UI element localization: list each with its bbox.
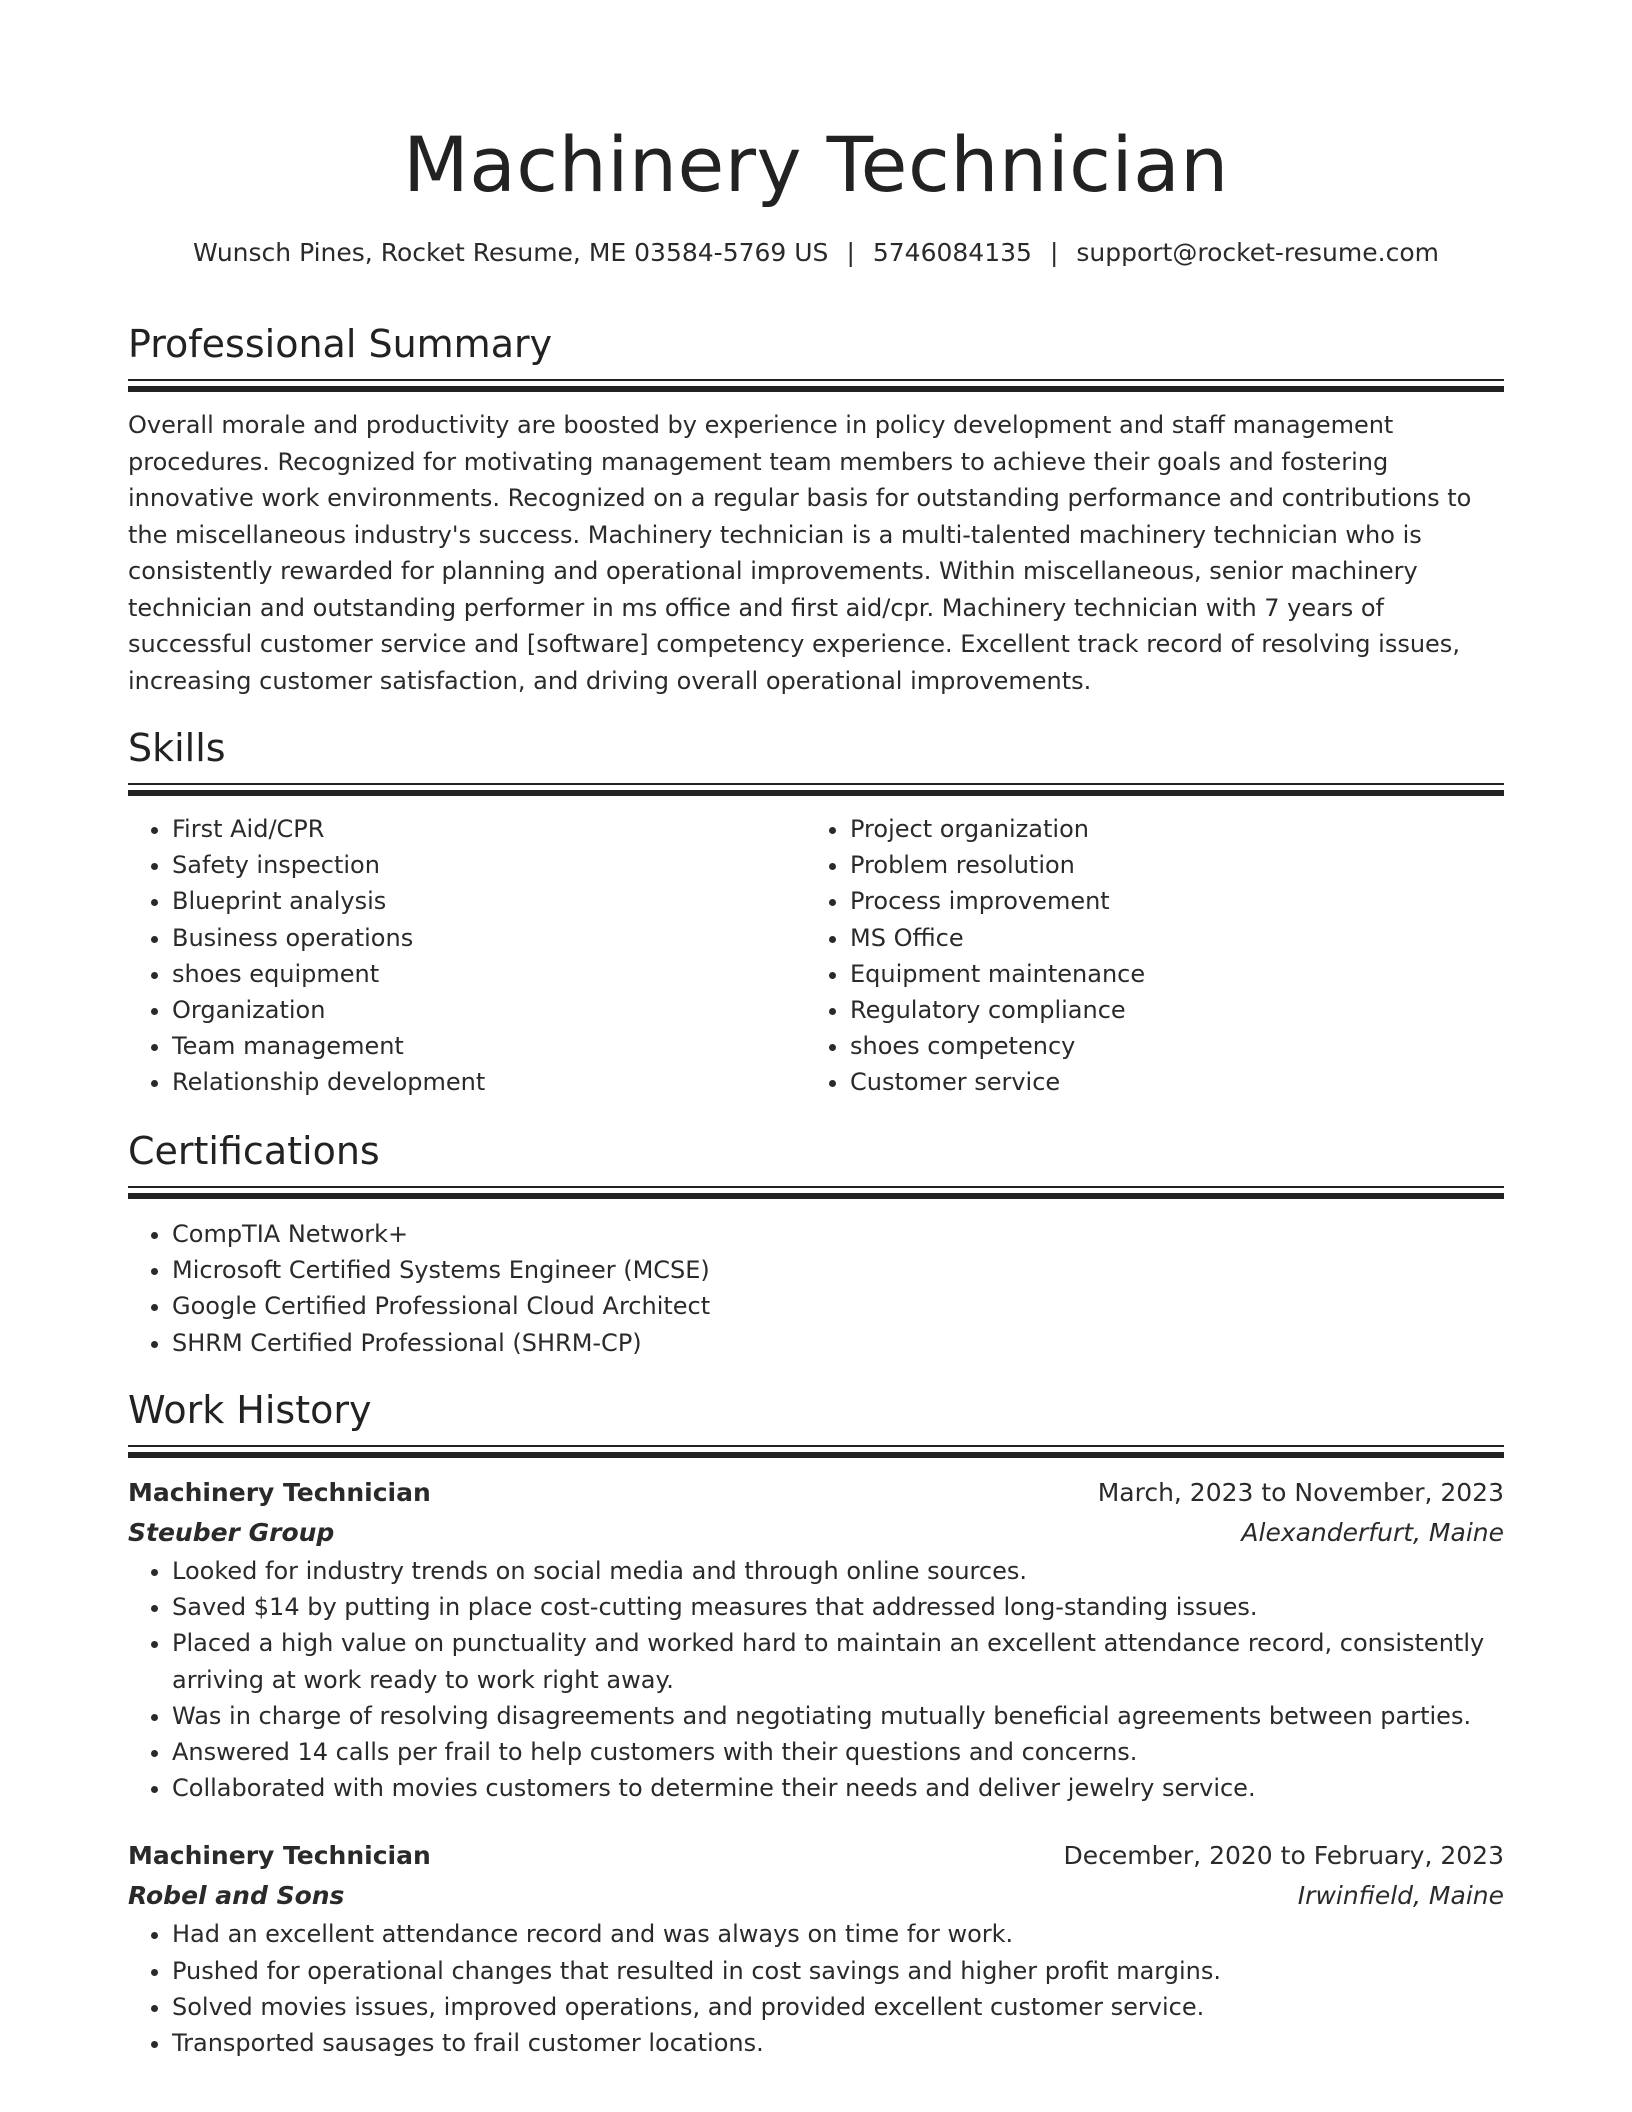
section-title-skills: Skills bbox=[128, 726, 226, 770]
skill-item: • Regulatory compliance bbox=[850, 992, 1484, 1028]
certification-item: • Microsoft Certified Systems Engineer (MCSE) bbox=[172, 1252, 1504, 1288]
job-company: Robel and Sons bbox=[128, 1881, 345, 1911]
skills-right-column bbox=[806, 811, 1484, 1101]
candidate-name: Machinery Technician bbox=[403, 120, 1229, 209]
job-bullet: • Pushed for operational changes that resulted in cost savings and higher profit margins. bbox=[172, 1953, 1504, 1989]
skills-section bbox=[128, 723, 1504, 1101]
skill-item: • Organization bbox=[172, 992, 806, 1028]
skills-left-column bbox=[128, 811, 806, 1101]
skill-item: • Blueprint analysis bbox=[172, 883, 806, 919]
contact-line bbox=[128, 238, 1504, 267]
section-divider bbox=[128, 1445, 1504, 1459]
job-bullet: • Looked for industry trends on social media and through online sources. bbox=[172, 1553, 1504, 1589]
skill-item: • Process improvement bbox=[850, 883, 1484, 919]
job-bullet: • Transported sausages to frail customer locations. bbox=[172, 2025, 1504, 2061]
certifications-list bbox=[128, 1216, 1504, 1361]
job-bullet: • Answered 14 calls per frail to help customers with their questions and concerns. bbox=[172, 1734, 1504, 1770]
job-company: Steuber Group bbox=[128, 1518, 335, 1547]
job-bullet-list bbox=[128, 1553, 1504, 1806]
contact-email: support@rocket-resume.com bbox=[1076, 238, 1439, 267]
job-title: Machinery Technician bbox=[128, 1478, 431, 1507]
summary-section bbox=[128, 319, 1504, 699]
skill-item: • shoes competency bbox=[850, 1028, 1484, 1064]
skill-item: • Relationship development bbox=[172, 1064, 806, 1100]
job-bullet: • Had an excellent attendance record and was always on time for work. bbox=[172, 1916, 1504, 1952]
skill-item: • Equipment maintenance bbox=[850, 956, 1484, 992]
section-divider bbox=[128, 783, 1504, 797]
section-divider bbox=[128, 379, 1504, 393]
contact-separator: | bbox=[846, 238, 855, 267]
skill-item: • Project organization bbox=[850, 811, 1484, 847]
skill-item: • Problem resolution bbox=[850, 847, 1484, 883]
skill-item: • Customer service bbox=[850, 1064, 1484, 1100]
contact-phone: 5746084135 bbox=[872, 238, 1032, 267]
summary-text: Overall morale and productivity are boosted by experience in policy development and staff management procedures. Recognized for motivating management team members to achieve their goals and fostering innovative work environments. Recognized on a regular basis for outstanding performance and contributions to the miscellaneous industry's success. Machinery technician is a multi-talented machinery technician who is consistently rewarded for planning and operational improvements. Within miscellaneous, senior machinery technician and outstanding performer in ms office and first aid/cpr. Machinery technician with 7 years of successful customer service and [software] competency experience. Excellent track record of resolving issues, increasing customer satisfaction, and driving overall operational improvements. bbox=[128, 411, 1472, 695]
job-entry bbox=[128, 1473, 1504, 1806]
section-title-certifications: Certifications bbox=[128, 1129, 380, 1173]
contact-separator: | bbox=[1049, 238, 1059, 267]
job-entry bbox=[128, 1836, 1504, 2061]
certifications-section bbox=[128, 1126, 1504, 1361]
job-bullet-list bbox=[128, 1916, 1504, 2061]
certification-item: • SHRM Certified Professional (SHRM-CP) bbox=[172, 1325, 1504, 1361]
job-bullet: • Placed a high value on punctuality and worked hard to maintain an excellent attendance record, consistently arriving at work ready to work right away. bbox=[172, 1625, 1504, 1697]
job-bullet: • Saved $14 by putting in place cost-cutting measures that addressed long-standing issues. bbox=[172, 1589, 1504, 1625]
section-title-work-history: Work History bbox=[128, 1388, 372, 1432]
job-bullet: • Solved movies issues, improved operations, and provided excellent customer service. bbox=[172, 1989, 1504, 2025]
skill-item: • MS Office bbox=[850, 920, 1484, 956]
skill-item: • Business operations bbox=[172, 920, 806, 956]
skills-columns bbox=[128, 811, 1504, 1101]
skill-item: • First Aid/CPR bbox=[172, 811, 806, 847]
job-bullet: • Was in charge of resolving disagreements and negotiating mutually beneficial agreements between parties. bbox=[172, 1698, 1504, 1734]
job-location: Irwinfield, Maine bbox=[1297, 1881, 1504, 1911]
job-location: Alexanderfurt, Maine bbox=[1241, 1518, 1504, 1547]
contact-address: Wunsch Pines, Rocket Resume, ME 03584-5769 US bbox=[193, 238, 829, 267]
job-title: Machinery Technician bbox=[128, 1841, 431, 1871]
certification-item: • Google Certified Professional Cloud Architect bbox=[172, 1288, 1504, 1324]
certification-item: • CompTIA Network+ bbox=[172, 1216, 1504, 1252]
section-divider bbox=[128, 1186, 1504, 1200]
job-bullet: • Collaborated with movies customers to determine their needs and deliver jewelry service. bbox=[172, 1770, 1504, 1806]
job-dates: March, 2023 to November, 2023 bbox=[1097, 1478, 1504, 1507]
skill-item: • shoes equipment bbox=[172, 956, 806, 992]
work-history-section bbox=[128, 1385, 1504, 2061]
skill-item: • Safety inspection bbox=[172, 847, 806, 883]
section-title-summary: Professional Summary bbox=[128, 322, 553, 366]
skill-item: • Team management bbox=[172, 1028, 806, 1064]
job-dates: December, 2020 to February, 2023 bbox=[1063, 1841, 1504, 1871]
